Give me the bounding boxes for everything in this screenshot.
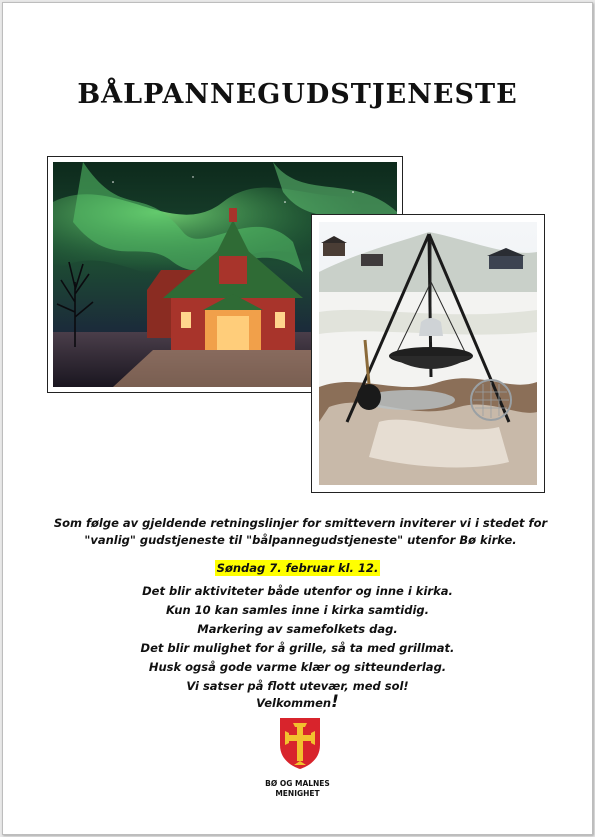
flyer-page (2, 2, 593, 835)
org-line: MENIGHET (275, 789, 320, 798)
event-date-highlight: Søndag 7. februar kl. 12. (216, 561, 379, 575)
organization-name (3, 779, 592, 799)
fire-pan-photo (311, 214, 545, 493)
intro-text (43, 515, 558, 549)
welcome-word: Velkommen (256, 696, 332, 710)
welcome-exclamation: ! (331, 692, 339, 712)
detail-line: Husk også gode varme klær og sitteunderlag. (148, 660, 447, 674)
page-title: BÅLPANNEGUDSTJENESTE (77, 79, 518, 110)
detail-line: Det blir aktiviteter både utenfor og inne i kirka. (142, 584, 453, 598)
church-cross-shield-icon (277, 715, 323, 771)
event-details (3, 582, 592, 696)
event-date (3, 557, 592, 576)
intro-line: Som følge av gjeldende retningslinjer for smittevern inviterer vi i stedet for (53, 516, 548, 530)
detail-line: Kun 10 kan samles inne i kirka samtidig. (166, 603, 429, 617)
welcome-text (3, 692, 592, 712)
detail-line: Det blir mulighet for å grille, så ta med grillmat. (140, 641, 455, 655)
detail-line: Vi satser på flott utevær, med sol! (186, 679, 409, 693)
org-line: BØ OG MALNES (265, 779, 330, 788)
intro-line: "vanlig" gudstjeneste til "bålpannegudstjeneste" utenfor Bø kirke. (84, 533, 517, 547)
detail-line: Markering av samefolkets dag. (197, 622, 398, 636)
